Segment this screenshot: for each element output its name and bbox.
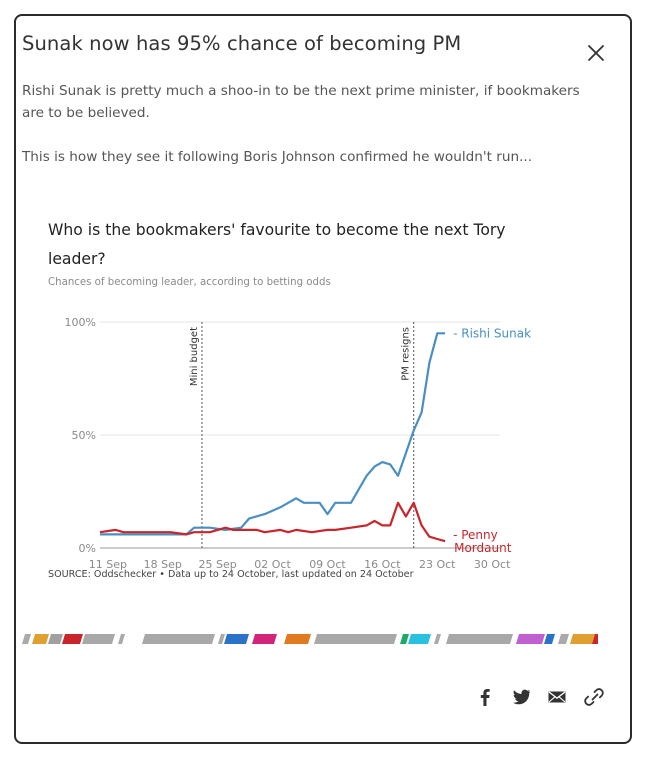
stripe-segment bbox=[516, 634, 545, 644]
x-tick-label: 18 Sep bbox=[143, 558, 182, 571]
chart-subtitle: Chances of becoming leader, according to betting odds bbox=[48, 277, 331, 288]
email-icon[interactable] bbox=[546, 686, 568, 708]
y-tick-label: 0% bbox=[78, 542, 96, 555]
series-label-mordaunt: Mordaunt bbox=[454, 541, 512, 556]
x-tick-label: 11 Sep bbox=[88, 558, 127, 571]
page-title: Sunak now has 95% chance of becoming PM bbox=[22, 32, 462, 55]
stripe-segment bbox=[82, 634, 115, 644]
x-tick-label: 23 Oct bbox=[418, 558, 456, 571]
x-tick-label: 25 Sep bbox=[198, 558, 237, 571]
series-label-penny: - Penny bbox=[453, 528, 498, 543]
stripe-segment bbox=[142, 634, 215, 644]
stripe-segment bbox=[22, 634, 31, 644]
close-icon[interactable] bbox=[583, 40, 609, 66]
chart-source: SOURCE: Oddschecker • Data up to 24 October, last updated on 24 October bbox=[48, 569, 414, 580]
stripe-segment bbox=[218, 634, 225, 644]
annotation-label: Mini budget bbox=[188, 327, 200, 387]
annotation-label: PM resigns bbox=[400, 327, 412, 381]
stripe-segment bbox=[48, 634, 63, 644]
stripe-segment bbox=[252, 634, 277, 644]
stripe-segment bbox=[570, 634, 595, 644]
series-label-rishi-sunak: - Rishi Sunak bbox=[453, 326, 532, 341]
stripe-segment bbox=[284, 634, 311, 644]
stripe-segment bbox=[544, 634, 555, 644]
stripe-segment bbox=[118, 634, 125, 644]
stripe-segment bbox=[224, 634, 249, 644]
stripe-segment bbox=[32, 634, 49, 644]
stripe-segment bbox=[408, 634, 431, 644]
brand-stripe bbox=[22, 634, 598, 644]
x-tick-label: 02 Oct bbox=[254, 558, 291, 571]
stripe-segment bbox=[446, 634, 513, 644]
x-tick-label: 16 Oct bbox=[364, 558, 401, 571]
stripe-segment bbox=[558, 634, 569, 644]
twitter-icon[interactable] bbox=[510, 686, 532, 708]
facebook-icon[interactable] bbox=[474, 686, 496, 708]
y-tick-label: 100% bbox=[64, 316, 96, 329]
x-tick-label: 09 Oct bbox=[309, 558, 346, 571]
stripe-segment bbox=[62, 634, 83, 644]
stripe-segment bbox=[314, 634, 397, 644]
stripe-segment bbox=[434, 634, 441, 644]
chart-title: Who is the bookmakers' favourite to become the next Tory leader? bbox=[48, 221, 506, 268]
description-paragraph-2: This is how they see it following Boris Johnson confirmed he wouldn't run... bbox=[22, 149, 533, 165]
y-tick-label: 50% bbox=[71, 429, 96, 442]
stripe-segment bbox=[400, 634, 409, 644]
description-paragraph-1: Rishi Sunak is pretty much a shoo-in to be the next prime minister, if bookmakers are to be believed. bbox=[22, 83, 580, 121]
x-tick-label: 30 Oct bbox=[473, 558, 511, 571]
link-icon[interactable] bbox=[583, 686, 605, 708]
